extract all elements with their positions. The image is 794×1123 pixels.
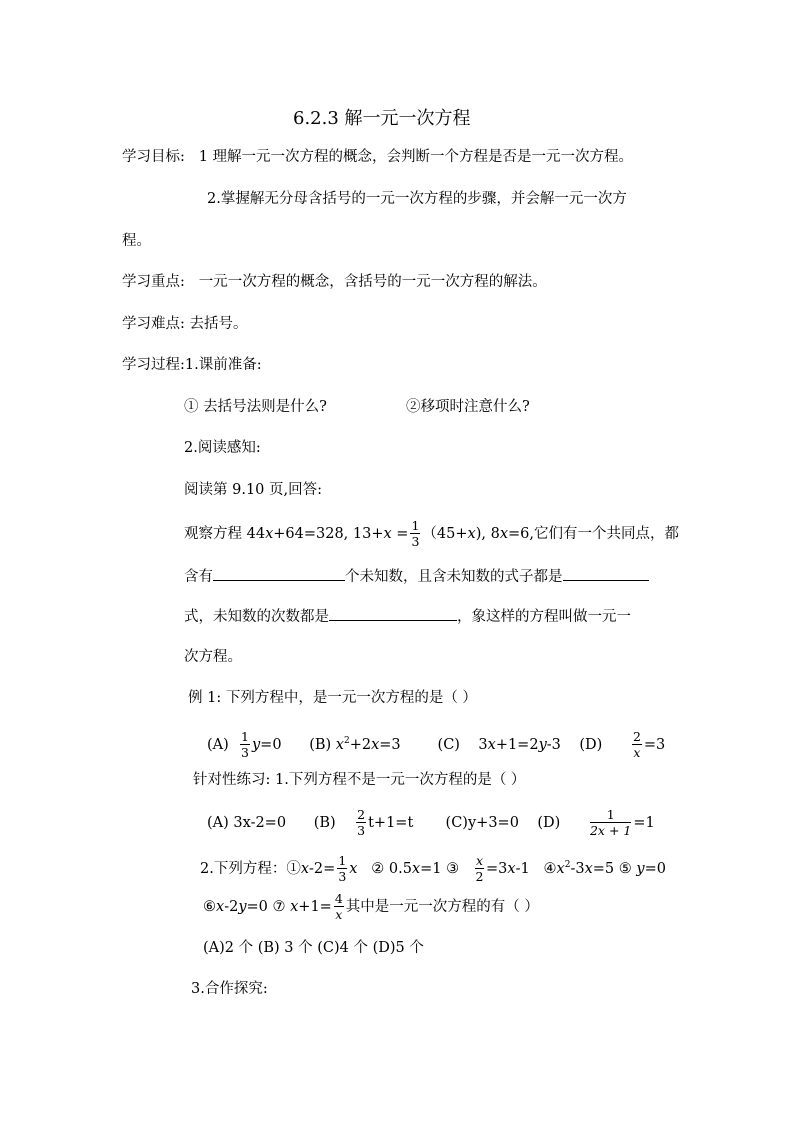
- option-c-coef: 3: [478, 737, 488, 753]
- var-x: x: [487, 737, 496, 753]
- fraction-one-over-2x-plus-1: [589, 806, 632, 838]
- text-unknown-expression: 个未知数，且含未知数的式子都是: [345, 569, 563, 585]
- q2-eq7-tail: 其中是一元一次方程的有（ ）: [345, 899, 539, 915]
- reading-line-3: [184, 606, 631, 626]
- fraction-denominator: [632, 745, 642, 760]
- var-x: x: [383, 526, 392, 542]
- q2-eq7-rest: +1=: [298, 899, 332, 915]
- blank-degree[interactable]: [329, 606, 457, 621]
- p1-option-b-rest: t+1=t: [368, 815, 414, 831]
- goal-2-line-1: 2.掌握解无分母含括号的一元一次方程的步骤，并会解一元一次方: [207, 191, 627, 207]
- goals-label: 学习目标:: [122, 149, 185, 165]
- option-b-mid: +2: [349, 737, 372, 753]
- fraction-two-over-x: [632, 728, 642, 760]
- var-y: y: [238, 899, 247, 915]
- q2-eq4-end: =5 ⑤: [592, 861, 632, 877]
- q2-eq6-mid: -2: [224, 899, 239, 915]
- practice-1-options: [207, 805, 655, 841]
- var-x: x: [290, 899, 299, 915]
- p1-option-d-rest: =1: [633, 815, 655, 831]
- q2-eq2-rest: =1 ③: [420, 861, 460, 877]
- page-title: 6.2.3 解一元一次方程: [293, 108, 471, 129]
- var-x: x: [335, 737, 344, 753]
- reading-line-2: [184, 566, 649, 586]
- q2-eq4-rest: -3: [570, 861, 585, 877]
- fraction-denominator: [334, 907, 344, 922]
- fraction-one-third: [240, 728, 250, 760]
- fraction-numerator: [475, 852, 484, 870]
- q2-eq6-end: =0 ⑦: [246, 899, 286, 915]
- example-1-question: 例 1: 下列方程中，是一元一次方程的是（ ）: [188, 690, 477, 706]
- option-d-label: (D): [579, 737, 603, 753]
- observe-equations: [184, 516, 679, 552]
- fraction-two-thirds: [356, 806, 366, 838]
- text-degree: 式，未知数的次数都是: [184, 609, 329, 625]
- var-x: x: [216, 899, 225, 915]
- var-y: y: [251, 737, 261, 753]
- var-x: x: [475, 852, 484, 868]
- observe-eq2-paren: （45+: [422, 526, 468, 542]
- blank-unknown-count[interactable]: [213, 566, 345, 581]
- process: [122, 356, 262, 374]
- fraction-denominator: 2x + 1: [589, 823, 632, 838]
- example-1-options: [207, 723, 665, 763]
- fraction-numerator: 4: [334, 890, 343, 906]
- observe-eq2-start: +64=328, 13+: [273, 526, 384, 542]
- fraction-x-over-2: [475, 852, 484, 884]
- var-y: y: [467, 815, 477, 831]
- fraction-one-third: [410, 517, 420, 549]
- option-b-end: =3: [379, 737, 401, 753]
- exponent: 2: [564, 860, 571, 870]
- var-x: x: [371, 737, 380, 753]
- exponent: 2: [343, 736, 350, 746]
- fraction-numerator: 1: [411, 517, 420, 533]
- option-c-end: -3: [546, 737, 561, 753]
- var-y: y: [538, 737, 547, 753]
- q2-eq4: ④: [543, 861, 557, 877]
- var-x: x: [349, 861, 358, 877]
- goals-section: [122, 148, 633, 166]
- q2-eq3-end: -1: [515, 861, 530, 877]
- fraction-four-over-x: [334, 890, 344, 922]
- var-x: x: [411, 861, 421, 877]
- practice-2-equations: [200, 847, 666, 887]
- p1-option-a: (A) 3: [207, 815, 243, 831]
- fraction-one-third: [337, 852, 347, 884]
- var-x: x: [242, 815, 251, 831]
- var-x: x: [335, 907, 343, 922]
- fraction-denominator: 3: [338, 869, 347, 884]
- var-x: x: [584, 861, 593, 877]
- practice-2-choices: (A)2 个 (B) 3 个 (C)4 个 (D)5 个: [203, 940, 424, 956]
- process-label: 学习过程:: [122, 357, 185, 373]
- difficulty-text: 去括号。: [189, 316, 248, 332]
- var-x: x: [467, 526, 476, 542]
- option-a-label: (A): [207, 737, 229, 753]
- blank-expression-type[interactable]: [563, 566, 649, 581]
- observe-tail: =6,它们有一个共同点，都: [508, 526, 679, 542]
- var-x: x: [507, 861, 516, 877]
- var-x: x: [556, 861, 565, 877]
- difficulty-label: 学习难点:: [122, 316, 185, 332]
- q2-eq6: ⑥: [203, 899, 216, 915]
- goal-1: 1 理解一元一次方程的概念，会判断一个方程是否是一元一次方程。: [198, 149, 634, 165]
- p1-option-d: (D): [537, 815, 561, 831]
- cooperative-heading: 3.合作探究:: [191, 981, 268, 997]
- fraction-numerator: 2: [357, 806, 366, 822]
- key-points-text: 一元一次方程的概念，含括号的一元一次方程的解法。: [198, 274, 547, 290]
- reading-heading: 2.阅读感知:: [184, 440, 261, 456]
- practice-heading: 针对性练习: 1.下列方程不是一元一次方程的是（ ）: [193, 772, 526, 788]
- p1-option-b: (B): [313, 815, 336, 831]
- prep-question-2: ②移项时注意什么?: [406, 399, 530, 415]
- var-x: x: [499, 526, 508, 542]
- p1-option-c-rest: +3=0: [476, 815, 519, 831]
- fraction-numerator: 1: [241, 728, 249, 744]
- option-b-label: (B): [309, 737, 332, 753]
- reading-instruction: 阅读第 9.10 页,回答:: [184, 482, 322, 498]
- q2-eq3-rest: =3: [486, 861, 508, 877]
- p1-option-a-rest: -2=0: [250, 815, 287, 831]
- option-a-rest: =0: [260, 737, 282, 753]
- process-step-1: 1.课前准备:: [184, 357, 262, 373]
- practice-2-equations-line-2: [203, 889, 539, 925]
- observe-eq3-start: ), 8: [475, 526, 500, 542]
- fraction-numerator: 1: [590, 809, 631, 824]
- var-x: x: [265, 526, 274, 542]
- option-c-label: (C): [437, 737, 460, 753]
- q2-eq5-end: =0: [644, 861, 666, 877]
- fraction-denominator: 3: [241, 745, 249, 760]
- fraction-numerator: 1: [338, 852, 347, 868]
- goal-2-line-2: 程。: [122, 233, 151, 249]
- q2-eq1-rest: -2=: [309, 861, 336, 877]
- text-contains: 含有: [184, 569, 213, 585]
- var-x: x: [300, 861, 310, 877]
- fraction-denominator: 3: [411, 534, 420, 549]
- q2-eq2: ② 0.5: [371, 861, 412, 877]
- var-y: y: [636, 861, 645, 877]
- observe-eq2-equals: =: [391, 526, 409, 542]
- var-x: x: [633, 745, 641, 760]
- reading-line-4: 次方程。: [184, 649, 242, 665]
- key-points-label: 学习重点:: [122, 274, 185, 290]
- key-points: [122, 273, 547, 291]
- difficulty: [122, 315, 248, 333]
- p1-option-c: (C): [445, 815, 468, 831]
- fraction-denominator: 3: [357, 823, 366, 838]
- option-c-mid: +1=2: [495, 737, 539, 753]
- fraction-denominator: 2: [475, 869, 484, 884]
- q2-prefix: 2.下列方程：①: [200, 861, 301, 877]
- prep-question-1: ① 去括号法则是什么?: [184, 399, 327, 415]
- option-d-end: =3: [643, 737, 666, 753]
- text-called: ，象这样的方程叫做一元一: [457, 609, 631, 625]
- observe-prefix: 观察方程 44: [184, 526, 266, 542]
- fraction-numerator: 2: [632, 728, 641, 744]
